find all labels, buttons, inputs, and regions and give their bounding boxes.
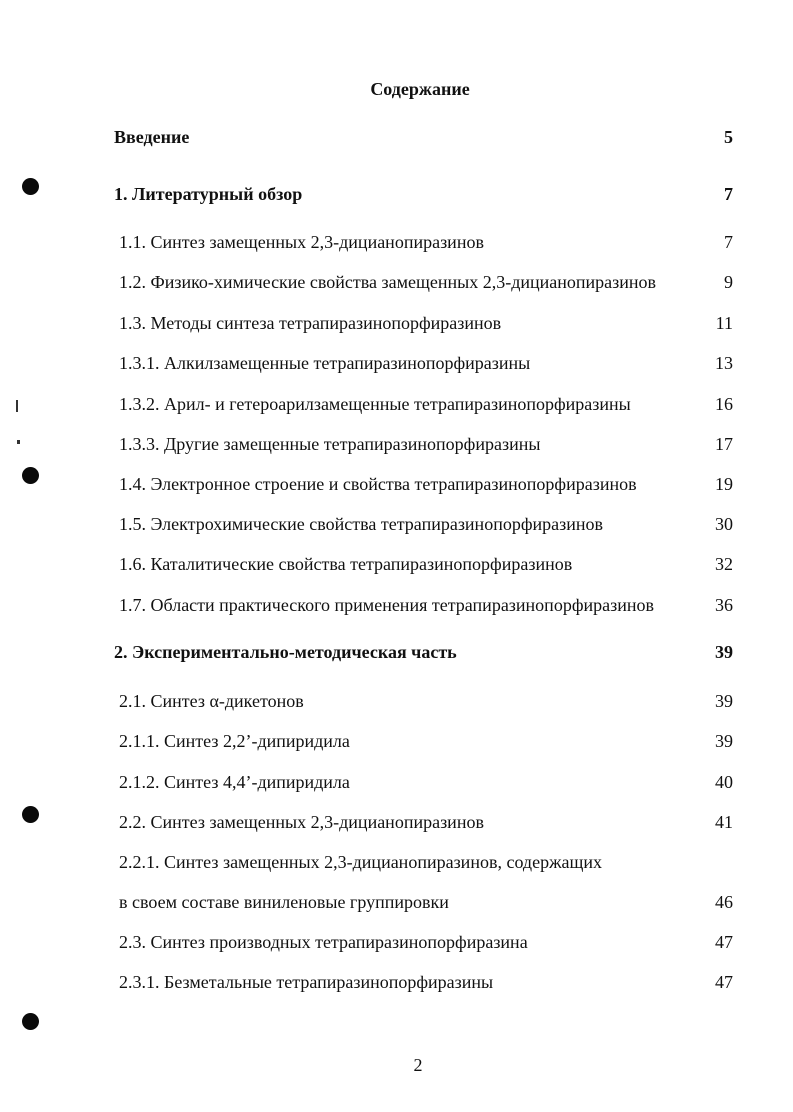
toc-page: 7	[724, 184, 733, 204]
toc-label: в своем составе виниленовые группировки	[119, 892, 449, 912]
binder-hole	[22, 1013, 39, 1030]
toc-label: 1.4. Электронное строение и свойства тетрапиразинопорфиразинов	[119, 474, 637, 494]
toc-label: 1.3.3. Другие замещенные тетрапиразинопорфиразины	[119, 434, 541, 454]
toc-entry-chapter-2[interactable]	[0, 640, 793, 664]
toc-label: 1.1. Синтез замещенных 2,3-дицианопиразинов	[119, 232, 484, 252]
toc-entry[interactable]	[0, 392, 793, 416]
toc-page: 39	[715, 642, 733, 662]
toc-label: Введение	[114, 127, 190, 147]
toc-page: 7	[724, 232, 733, 252]
toc-entry[interactable]	[0, 552, 793, 576]
toc-label: 1.3.1. Алкилзамещенные тетрапиразинопорфиразины	[119, 353, 531, 373]
toc-entry-introduction[interactable]	[0, 125, 793, 149]
toc-label: 1.6. Каталитические свойства тетрапиразинопорфиразинов	[119, 554, 573, 574]
toc-label: 1.7. Области практического применения тетрапиразинопорфиразинов	[119, 595, 654, 615]
toc-page: 36	[715, 595, 733, 615]
toc-page: 47	[715, 932, 733, 952]
toc-entry[interactable]	[0, 472, 793, 496]
toc-entry[interactable]	[0, 512, 793, 536]
toc-entry[interactable]	[0, 230, 793, 254]
toc-entry[interactable]	[0, 432, 793, 456]
toc-label: 2.3. Синтез производных тетрапиразинопорфиразина	[119, 932, 528, 952]
toc-entry[interactable]	[0, 729, 793, 753]
toc-entry[interactable]	[0, 970, 793, 994]
toc-label: 2.3.1. Безметальные тетрапиразинопорфиразины	[119, 972, 494, 992]
toc-page: 41	[715, 812, 733, 832]
toc-page: 13	[715, 353, 733, 373]
toc-label: 2.1.2. Синтез 4,4’-дипиридила	[119, 772, 350, 792]
toc-entry[interactable]	[0, 311, 793, 335]
toc-label: 2.2. Синтез замещенных 2,3-дицианопиразинов	[119, 812, 484, 832]
toc-page: 19	[715, 474, 733, 494]
page-number: 2	[413, 1055, 423, 1075]
toc-page: 32	[715, 554, 733, 574]
toc-page: 46	[715, 892, 733, 912]
toc-page: 39	[715, 691, 733, 711]
toc-page: 47	[715, 972, 733, 992]
toc-label: 1.3.2. Арил- и гетероарилзамещенные тетрапиразинопорфиразины	[119, 394, 631, 414]
toc-label: 1.2. Физико-химические свойства замещенных 2,3-дицианопиразинов	[119, 272, 657, 292]
toc-entry[interactable]	[0, 810, 793, 834]
toc-label: 1. Литературный обзор	[114, 184, 303, 204]
toc-label: 1.5. Электрохимические свойства тетрапиразинопорфиразинов	[119, 514, 603, 534]
toc-label: 1.3. Методы синтеза тетрапиразинопорфиразинов	[119, 313, 502, 333]
toc-page: 17	[715, 434, 733, 454]
toc-entry[interactable]	[0, 850, 793, 874]
toc-page: 16	[715, 394, 733, 414]
toc-page: 11	[715, 313, 733, 333]
toc-page: 30	[715, 514, 733, 534]
toc-entry[interactable]	[0, 351, 793, 375]
toc-page: 39	[715, 731, 733, 751]
toc-entry[interactable]	[0, 593, 793, 617]
toc-entry[interactable]	[0, 770, 793, 794]
toc-label: 2.2.1. Синтез замещенных 2,3-дицианопиразинов, содержащих	[119, 852, 602, 872]
toc-page: 5	[724, 127, 733, 147]
toc-entry-continuation[interactable]	[0, 890, 793, 914]
toc-label: 2. Экспериментально-методическая часть	[114, 642, 457, 662]
toc-entry[interactable]	[0, 930, 793, 954]
toc-entry[interactable]	[0, 270, 793, 294]
toc-entry[interactable]	[0, 689, 793, 713]
toc-page: 9	[724, 272, 733, 292]
page-title: Содержание	[370, 79, 470, 99]
toc-page: 40	[715, 772, 733, 792]
toc-label: 2.1.1. Синтез 2,2’-дипиридила	[119, 731, 350, 751]
toc-label: 2.1. Синтез α-дикетонов	[119, 691, 304, 711]
toc-entry-chapter-1[interactable]	[0, 182, 793, 206]
